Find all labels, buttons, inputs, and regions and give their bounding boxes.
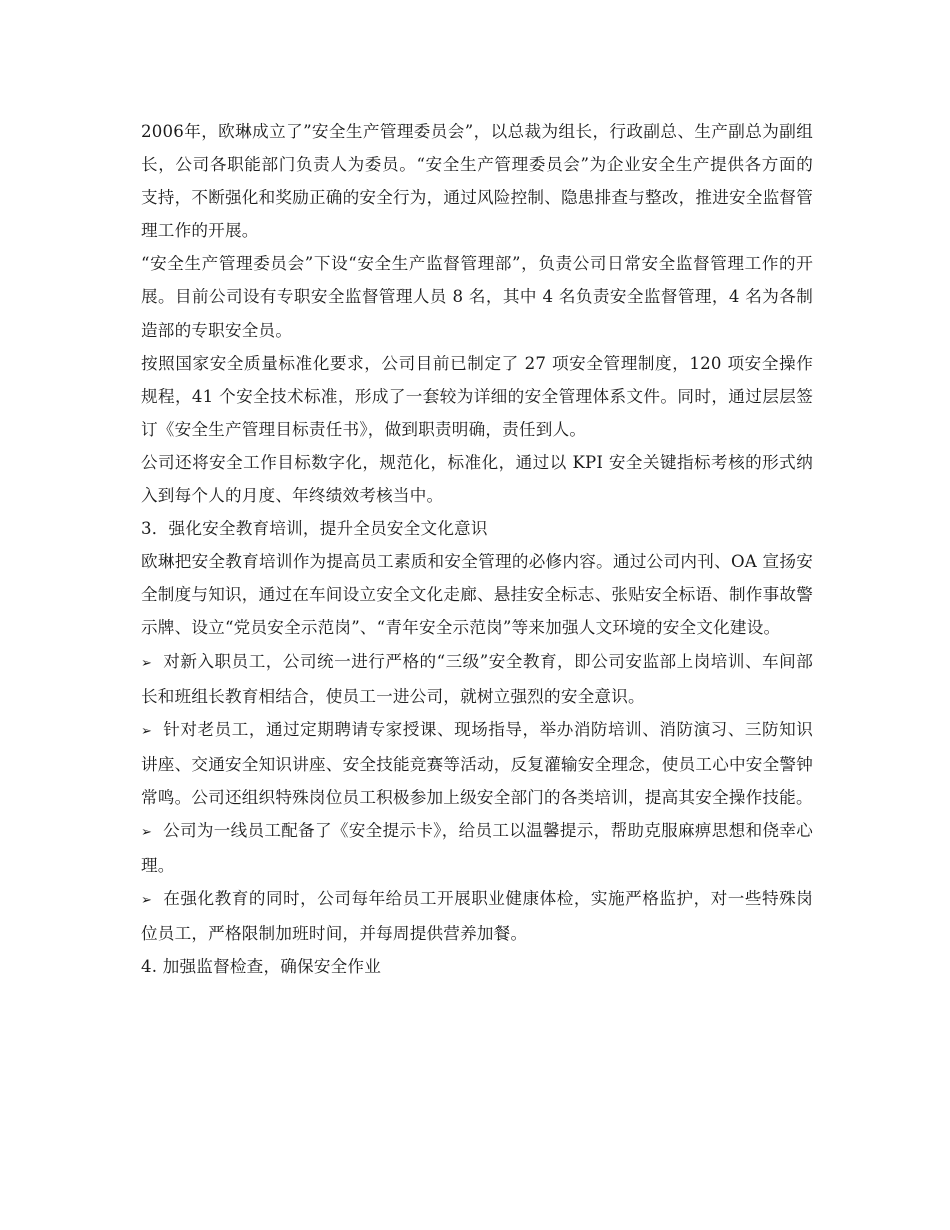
- arrow-bullet-icon: ➢: [141, 655, 153, 671]
- bullet-item-health-check: [141, 882, 813, 950]
- arrow-bullet-icon: ➢: [141, 893, 153, 909]
- bullet-text: 对新入职员工，公司统一进行严格的“三级”安全教育，即公司安监部上岗培训、车间部长和班组长教育相结合，使员工一进公司，就树立强烈的安全意识。: [141, 651, 813, 706]
- section-heading-4: 4. 加强监督检查，确保安全作业: [141, 957, 382, 977]
- paragraph-supervision-dept: “安全生产管理委员会”下设“安全生产监督管理部”，负责公司日常安全监督管理工作的开展。目前公司设有专职安全监督管理人员 8 名，其中 4 名负责安全监督管理，4 名为各制造部的专职安全员。: [141, 254, 813, 340]
- bullet-item-safety-card: [141, 814, 813, 882]
- bullet-text: 在强化教育的同时，公司每年给员工开展职业健康体检，实施严格监护，对一些特殊岗位员工，严格限制加班时间，并每周提供营养加餐。: [141, 889, 813, 944]
- arrow-bullet-icon: ➢: [141, 824, 153, 840]
- bullet-item-veteran-staff: [141, 713, 813, 814]
- paragraph-training: 欧琳把安全教育培训作为提高员工素质和安全管理的必修内容。通过公司内刊、OA 宣扬安全制度与知识，通过在车间设立安全文化走廊、悬挂安全标志、张贴安全标语、制作事故警示牌、设立“党员安全示范岗”、“青年安全示范岗”等来加强人文环境的安全文化建设。: [141, 552, 813, 638]
- bullet-item-new-staff: [141, 645, 813, 713]
- arrow-bullet-icon: ➢: [141, 723, 153, 739]
- paragraph-committee: 2006年，欧琳成立了”安全生产管理委员会”，以总裁为组长，行政副总、生产副总为副组长，公司各职能部门负责人为委员。“安全生产管理委员会”为企业安全生产提供各方面的支持，不断强化和奖励正确的安全行为，通过风险控制、隐患排查与整改，推进安全监督管理工作的开展。: [141, 122, 813, 241]
- bullet-text: 公司为一线员工配备了《安全提示卡》，给员工以温馨提示，帮助克服麻痹思想和侥幸心理。: [141, 820, 813, 876]
- section-heading-3: 3．强化安全教育培训，提升全员安全文化意识: [141, 519, 488, 539]
- document-body: [141, 115, 813, 983]
- paragraph-kpi: 公司还将安全工作目标数字化，规范化，标准化，通过以 KPI 安全关键指标考核的形式纳入到每个人的月度、年终绩效考核当中。: [141, 452, 813, 506]
- bullet-text: 针对老员工，通过定期聘请专家授课、现场指导，举办消防培训、消防演习、三防知识讲座、交通安全知识讲座、安全技能竞赛等活动，反复灌输安全理念，使员工心中安全警钟常鸣。公司还组织特殊岗位员工积极参加上级安全部门的各类培训，提高其安全操作技能。: [141, 719, 813, 807]
- paragraph-standards: 按照国家安全质量标准化要求，公司目前已制定了 27 项安全管理制度，120 项安全操作规程，41 个安全技术标准，形成了一套较为详细的安全管理体系文件。同时，通过层层签订《安全生产管理目标责任书》，做到职责明确，责任到人。: [141, 353, 813, 439]
